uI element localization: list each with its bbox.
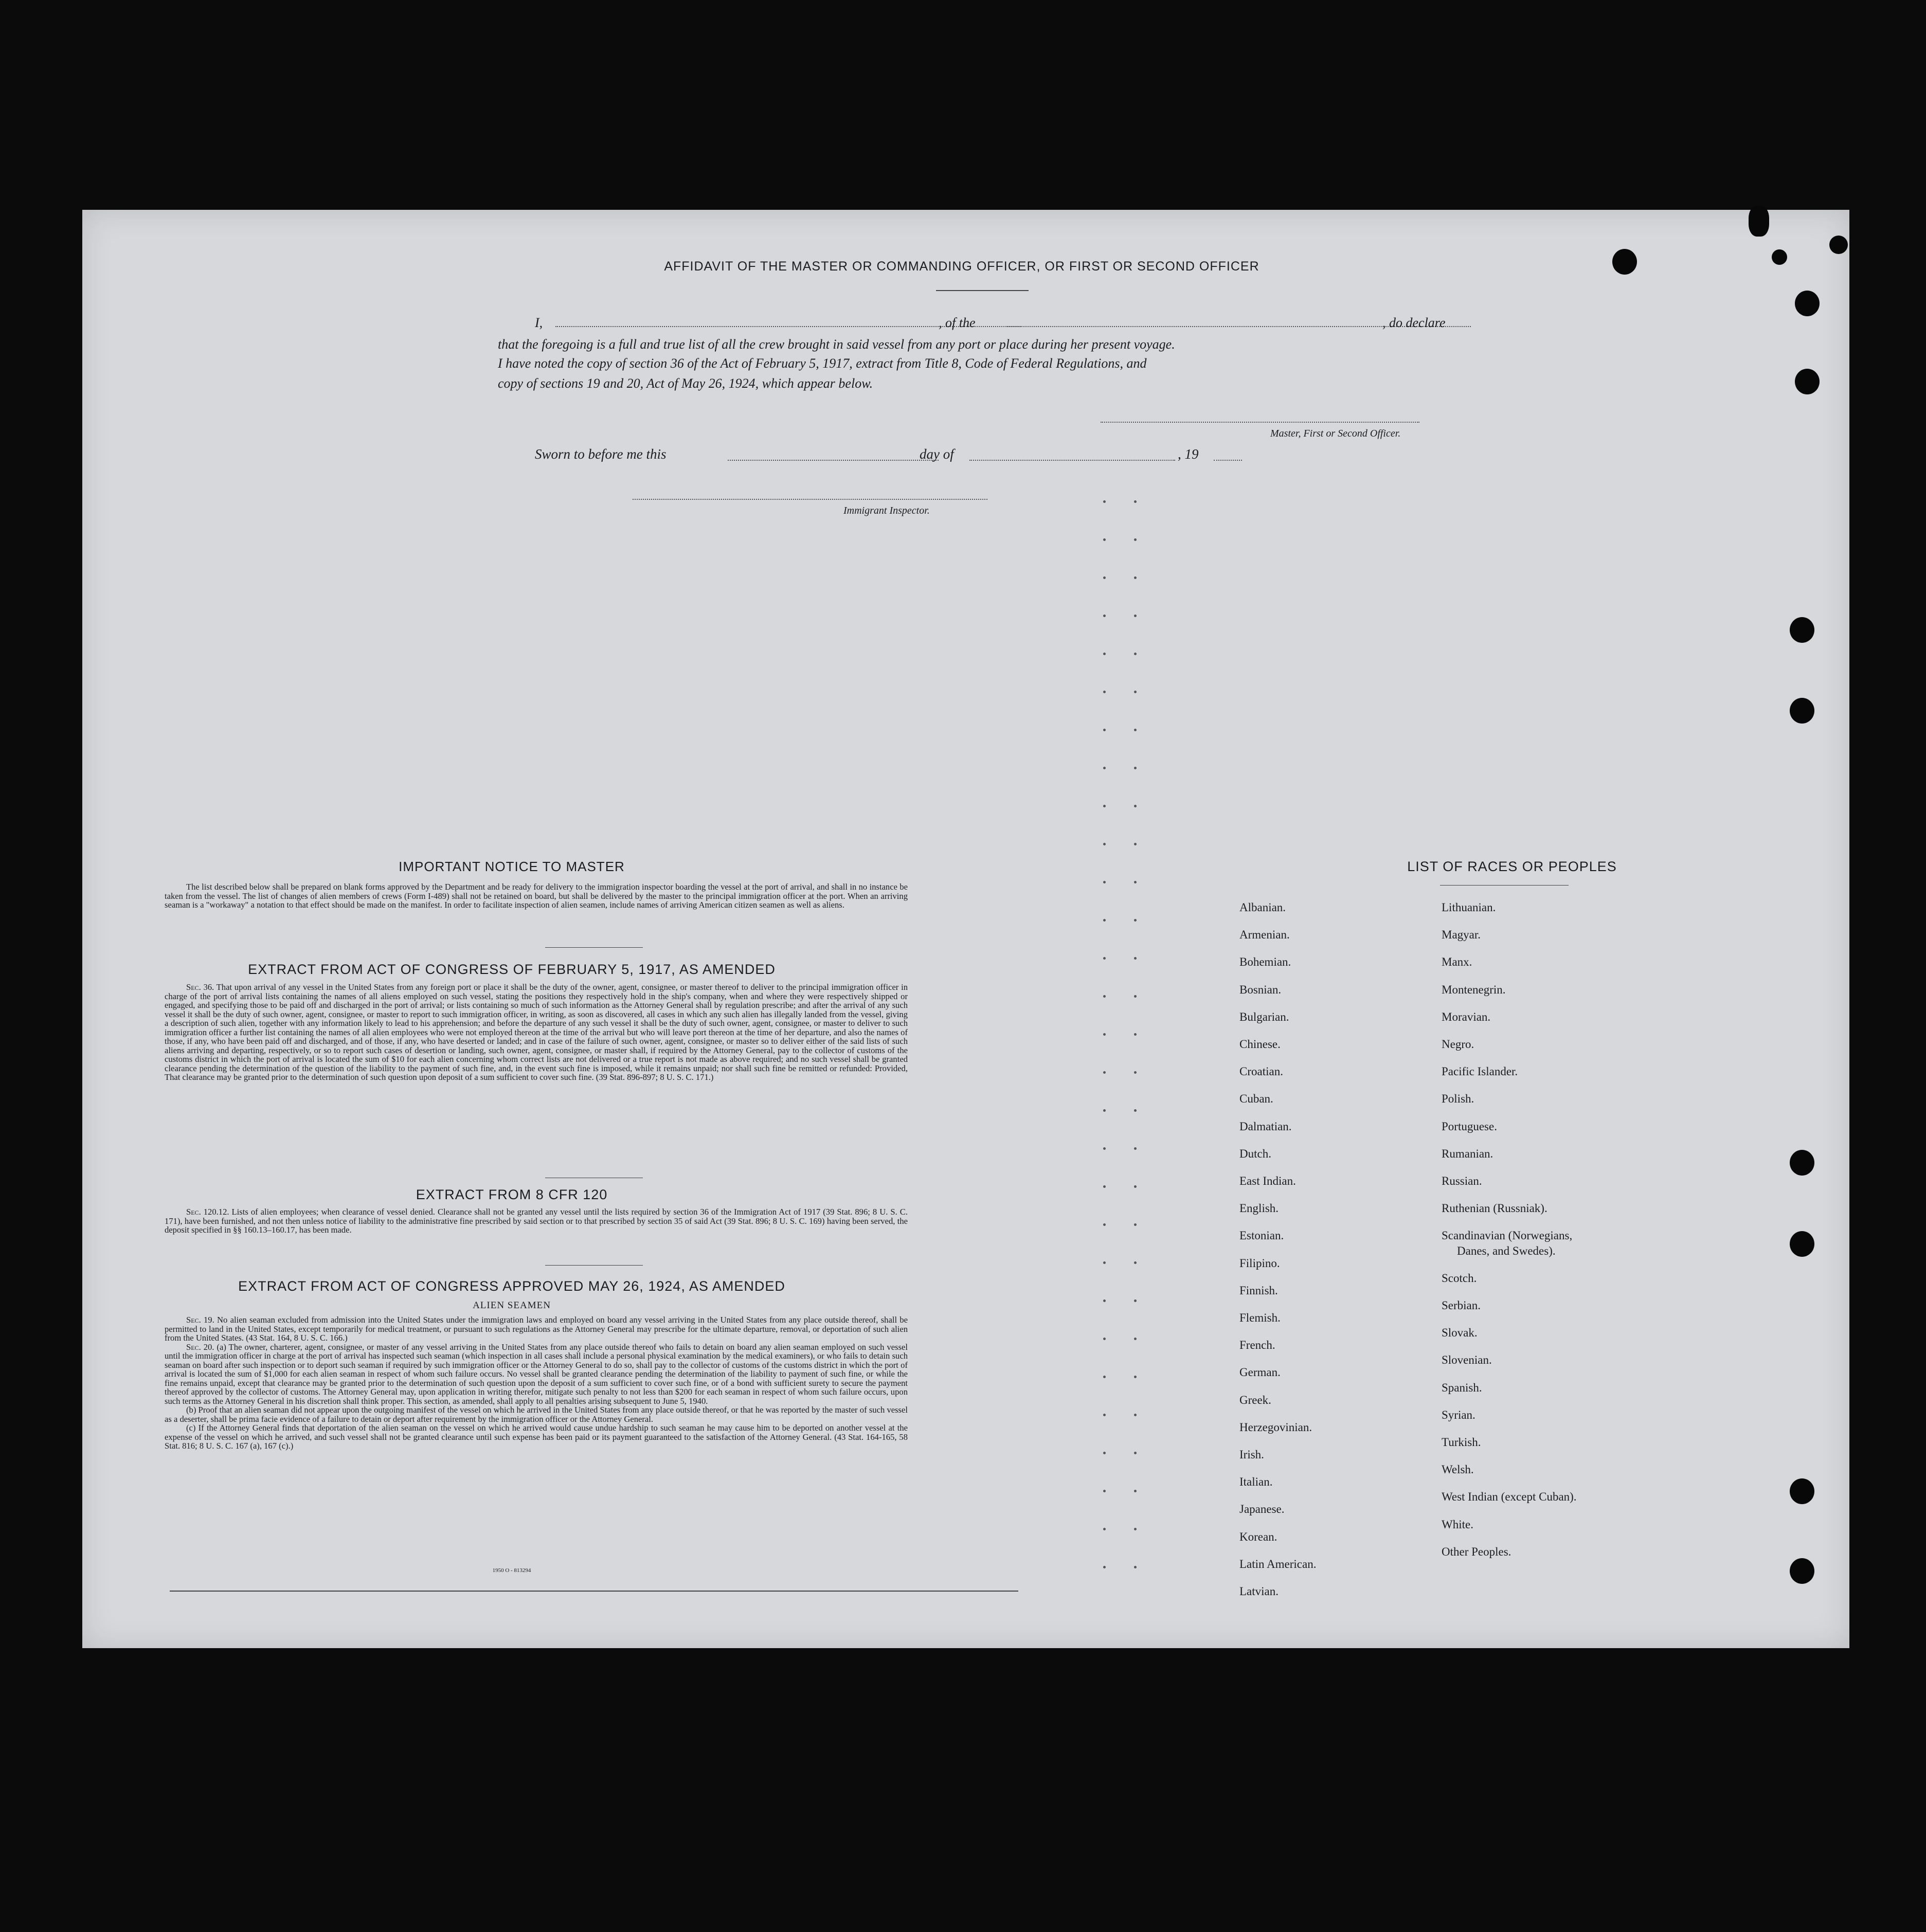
guide-dot [1134, 1223, 1137, 1226]
guide-dot [1103, 1223, 1106, 1226]
guide-dot [1134, 1490, 1137, 1492]
guide-dot [1134, 1261, 1137, 1264]
guide-dot [1103, 500, 1106, 503]
race-item: Welsh. [1442, 1463, 1474, 1476]
guide-dot [1103, 1071, 1106, 1074]
affidavit-line3: I have noted the copy of section 36 of the Act of February 5, 1917, extract from Title 8, Code of Federal Regulations, and [498, 356, 1147, 371]
guide-dot [1134, 957, 1137, 960]
guide-dot [1134, 805, 1137, 807]
guide-dot [1134, 1414, 1137, 1416]
guide-dot [1134, 1033, 1137, 1036]
race-item: Ruthenian (Russniak). [1442, 1202, 1547, 1215]
race-item: Korean. [1239, 1530, 1277, 1543]
race-item: Chinese. [1239, 1038, 1281, 1051]
binder-hole [1790, 1150, 1814, 1176]
guide-dot [1134, 538, 1137, 541]
guide-dot [1103, 1338, 1106, 1340]
binder-hole [1795, 291, 1820, 316]
race-item: Rumanian. [1442, 1147, 1493, 1160]
guide-dot [1103, 881, 1106, 883]
race-item: Syrian. [1442, 1408, 1475, 1421]
race-item: Finnish. [1239, 1284, 1278, 1297]
race-item: Herzegovinian. [1239, 1420, 1312, 1434]
race-item: East Indian. [1239, 1175, 1296, 1187]
binder-hole [1790, 698, 1814, 724]
guide-dot [1134, 1376, 1137, 1378]
guide-dot [1134, 653, 1137, 655]
race-item: Other Peoples. [1442, 1545, 1511, 1558]
sec-36-label: Sec. 36. [186, 982, 214, 992]
inspector-signature-field[interactable] [633, 499, 987, 500]
race-item: Dutch. [1239, 1147, 1271, 1160]
guide-dot [1103, 1299, 1106, 1302]
race-item: Scandinavian (Norwegians, [1442, 1229, 1573, 1242]
guide-dot [1103, 1185, 1106, 1188]
race-item: Spanish. [1442, 1381, 1482, 1394]
guide-dot [1103, 1376, 1106, 1378]
sec-120-label: Sec. 120.12. [186, 1207, 229, 1217]
guide-dot [1103, 1147, 1106, 1150]
sec-20a-body: (a) The owner, charterer, agent, consignee, or master of any vessel arriving in the United States from any place outside thereof who fails to detain on board any alien seaman employed on such vessel until the immigration officer in charge at the port of arrival has inspected such seaman (which inspection in all cases shall include a personal physical examination by the medical examiners), or who fails to detain such seaman on board after such inspection or to deport such seaman if required by such immigration officer or the Attorney General to do so, shall pay to the collector of customs of the customs district in which the port of arrival is located the sum of $1,000 for each alien seaman in respect of whom such failure occurs. No vessel shall be granted clearance pending the determination of the liability to payment of such fine, or while the fine remains unpaid, except that clearance may be granted prior to the determination of such question upon the deposit of a sum sufficient to cover such fine, or of a bond with sufficient surety to secure the payment thereof approved by the collector of customs. The Attorney General may, upon application in writing therefor, mitigate such penalty to not less than $200 for each seaman in respect of whom such failure occurs, upon such terms as the Attorney General in his discretion shall think proper. This section, as amended, shall apply to all penalties arising subsequent to June 5, 1940. [165, 1342, 908, 1406]
master-signature-field[interactable] [1101, 422, 1419, 423]
guide-dot [1103, 957, 1106, 960]
sworn-label: Sworn to before me this [535, 446, 667, 462]
notice-text [165, 882, 908, 910]
race-item: Slovenian. [1442, 1353, 1492, 1367]
guide-dot [1103, 1414, 1106, 1416]
guide-dot [1103, 767, 1106, 769]
guide-dot [1134, 615, 1137, 617]
race-item: Pacific Islander. [1442, 1065, 1518, 1078]
guide-dot [1134, 1109, 1137, 1112]
guide-dot [1134, 1071, 1137, 1074]
binder-hole [1795, 369, 1820, 394]
race-item: Dalmatian. [1239, 1120, 1292, 1133]
sec-20-label: Sec. 20. [186, 1342, 214, 1352]
notice-title: IMPORTANT NOTICE TO MASTER [399, 859, 625, 874]
races-title: LIST OF RACES OR PEOPLES [1407, 859, 1617, 874]
race-item: Manx. [1442, 955, 1472, 969]
race-item: Serbian. [1442, 1299, 1481, 1312]
race-item: Russian. [1442, 1175, 1482, 1187]
guide-dot [1103, 653, 1106, 655]
guide-dot [1103, 1261, 1106, 1264]
binder-hole [1749, 206, 1769, 237]
sworn-day-label: day of [920, 446, 954, 462]
binder-hole [1790, 1231, 1814, 1257]
guide-dot [1134, 1147, 1137, 1150]
race-item: German. [1239, 1366, 1281, 1379]
guide-dot [1103, 843, 1106, 845]
affidavit-line1-start: I, [535, 315, 543, 330]
inspector-signature-label: Immigrant Inspector. [843, 505, 930, 516]
guide-dot [1103, 615, 1106, 617]
guide-dot [1103, 1566, 1106, 1568]
sec-120-body: Lists of alien employees; when clearance of vessel denied. Clearance shall not be granted any vessel until the lists required by section 36 of the Immigration Act of 1917 (39 Stat. 896; 8 U. S. C. 171), have been furnished, and not then unless notice of liability to the administrative fine prescribed by said section or to that prescribed by section 35 of said Act (39 Stat. 896; 8 U. S. C. 169) having been served, the deposit specified in §§ 160.13–160.17, has been made. [165, 1207, 908, 1235]
race-item: Flemish. [1239, 1311, 1281, 1324]
sworn-year-label: , 19 [1178, 446, 1199, 462]
notice-paragraph: The list described below shall be prepared on blank forms approved by the Department and be ready for delivery to the immigration inspector boarding the vessel at the port of arrival, and shall in no instance be taken from the vessel. The list of changes of alien members of crews (Form I-489) shall not be retained on board, but shall be delivered by the master to the principal immigration officer at the port. When an arriving seaman is a "workaway" a notation to that effect should be made on the manifest. In order to facilitate inspection of alien seamen, include names of arriving American citizen seamen as well as aliens. [165, 882, 908, 910]
sec-19-label: Sec. 19. [186, 1315, 214, 1325]
guide-dot [1134, 843, 1137, 845]
race-item: Estonian. [1239, 1229, 1284, 1242]
race-item: West Indian (except Cuban). [1442, 1490, 1577, 1504]
binder-hole [1829, 236, 1848, 254]
guide-dot [1103, 729, 1106, 731]
race-item: Greek. [1239, 1393, 1271, 1406]
race-item: Portuguese. [1442, 1120, 1497, 1133]
race-item: English. [1239, 1202, 1279, 1215]
binder-hole [1790, 1558, 1814, 1584]
guide-dot [1103, 1490, 1106, 1492]
sworn-month-field[interactable] [969, 460, 1175, 461]
guide-dot [1134, 919, 1137, 922]
guide-dot [1103, 1109, 1106, 1112]
race-item: Latvian. [1239, 1585, 1279, 1598]
sec-20b-body: (b) Proof that an alien seaman did not appear upon the outgoing manifest of the vessel on which he arrived in the United States from any place outside thereof, or that he was reported by the master of such vessel as a deserter, shall be prima facie evidence of a failure to detain or deport after requirement by the immigration officer or the Attorney General. [165, 1405, 908, 1424]
binder-hole [1790, 1478, 1814, 1504]
print-code: 1950 O - 813294 [492, 1567, 531, 1574]
document-page [82, 210, 1849, 1648]
guide-dot [1103, 805, 1106, 807]
race-item: Montenegrin. [1442, 983, 1506, 996]
bottom-rule [170, 1591, 1018, 1592]
extract-cfr-text [165, 1207, 908, 1235]
race-item: Albanian. [1239, 901, 1286, 914]
guide-dot [1134, 729, 1137, 731]
affidavit-line4: copy of sections 19 and 20, Act of May 26, 1924, which appear below. [498, 376, 873, 391]
sworn-day-field[interactable] [728, 460, 939, 461]
guide-dot [1134, 1452, 1137, 1454]
guide-dot [1103, 691, 1106, 693]
race-item: Cuban. [1239, 1092, 1273, 1106]
guide-dot [1103, 1452, 1106, 1454]
notice-divider [545, 947, 643, 948]
sworn-year-field[interactable] [1214, 460, 1242, 461]
race-item: Bulgarian. [1239, 1010, 1289, 1023]
race-item: Danes, and Swedes). [1457, 1244, 1556, 1257]
race-item: Latin American. [1239, 1557, 1317, 1570]
alien-seamen-subtitle: ALIEN SEAMEN [473, 1300, 551, 1311]
extract-1924-title: EXTRACT FROM ACT OF CONGRESS APPROVED MAY 26, 1924, AS AMENDED [238, 1278, 785, 1294]
guide-dot [1103, 919, 1106, 922]
guide-dot [1103, 538, 1106, 541]
binder-hole [1790, 617, 1814, 643]
affidavit-line1-mid: , of the [939, 315, 976, 330]
extract-cfr-title: EXTRACT FROM 8 CFR 120 [416, 1187, 608, 1202]
guide-dot [1103, 1528, 1106, 1530]
extract-1917-title: EXTRACT FROM ACT OF CONGRESS OF FEBRUARY 5, 1917, AS AMENDED [248, 962, 776, 977]
affidavit-title: AFFIDAVIT OF THE MASTER OR COMMANDING OFFICER, OR FIRST OR SECOND OFFICER [664, 259, 1259, 274]
race-item: Lithuanian. [1442, 901, 1496, 914]
binder-hole [1612, 249, 1637, 275]
guide-dot [1134, 995, 1137, 998]
race-item: White. [1442, 1518, 1473, 1531]
guide-dot [1134, 1299, 1137, 1302]
guide-dot [1134, 1338, 1137, 1340]
title-divider [936, 290, 1029, 291]
sec-19-body: No alien seaman excluded from admission into the United States under the immigration laws and employed on board any vessel arriving in the United States from any place outside thereof, shall be permitted to land in the United States, except temporarily for medical treatment, or pursuant to such regulations as the Attorney General may prescribe for the ultimate departure, removal, or deportation of such alien from the United States. (43 Stat. 164, 8 U. S. C. 166.) [165, 1315, 908, 1343]
affidavit-line1-end: , do declare [1382, 315, 1446, 330]
binder-hole [1772, 249, 1787, 265]
extract-1924-text [165, 1315, 908, 1451]
sec-36-body: That upon arrival of any vessel in the United States from any foreign port or place it shall be the duty of the owner, agent, consignee, or master thereof to deliver to the principal immigration officer in charge of the port of arrival lists containing the names of all aliens employed on such vessel, stating the positions they respectively hold in the ship's company, when and where they were respectively shipped or engaged, and specifying those to be paid off and discharged in the port of arrival; or lists containing so much of such information as the Attorney General shall by regulation prescribe; and after the arrival of any such vessel it shall be the duty of such owner, agent, consignee, or master to report to such immigration officer, in writing, as soon as discovered, all cases in which any such alien has illegally landed from the vessel, giving a description of such alien, together with any information likely to lead to his apprehension; and before the departure of any such vessel it shall be the duty of such owner, agent, consignee, or master to deliver to such immigration officer a further list containing the names of all alien employees who were not employed thereon at the time of the arrival but who will leave port thereon at the time of her departure, and also the names of those, if any, who have been paid off and discharged, and of those, if any, who have deserted or landed; and in case of the failure of such owner, agent, consignee, or master so to deliver either of the said lists of such aliens arriving and departing, respectively, or so to report such cases of desertion or landing, such owner, agent, consignee, or master shall, if required by the Attorney General, pay to the collector of customs of the customs district in which the port of arrival is located the sum of $10 for each alien concerning whom correct lists are not delivered or a true report is not made as above required; and no such vessel shall be granted clearance pending the determination of the question of the liability to the payment of such fine, and, in the event such fine is imposed, while it remains unpaid; nor shall such fine be remitted or refunded: Provided, That clearance may be granted prior to the determination of such question upon deposit of a sum sufficient to cover such fine. (39 Stat. 896-897; 8 U. S. C. 171.) [165, 982, 908, 1082]
guide-dot [1103, 1033, 1106, 1036]
races-divider [1440, 885, 1569, 886]
race-item: French. [1239, 1339, 1275, 1352]
affidavit-line2: that the foregoing is a full and true list of all the crew brought in said vessel from any port or place during her present voyage. [498, 337, 1175, 352]
master-signature-label: Master, First or Second Officer. [1270, 428, 1401, 439]
race-item: Slovak. [1442, 1326, 1478, 1340]
guide-dot [1134, 691, 1137, 693]
guide-dot [1134, 576, 1137, 579]
race-item: Bohemian. [1239, 955, 1291, 969]
race-item: Magyar. [1442, 928, 1481, 942]
race-item: Turkish. [1442, 1436, 1481, 1449]
race-item: Bosnian. [1239, 983, 1282, 996]
guide-dot [1134, 1566, 1137, 1568]
race-item: Polish. [1442, 1092, 1474, 1106]
race-item: Filipino. [1239, 1256, 1280, 1270]
guide-dot [1134, 881, 1137, 883]
extract-cfr-divider [545, 1265, 643, 1266]
guide-dot [1134, 767, 1137, 769]
race-item: Negro. [1442, 1038, 1474, 1051]
race-item: Scotch. [1442, 1271, 1477, 1285]
guide-dot [1103, 576, 1106, 579]
race-item: Armenian. [1239, 928, 1290, 942]
guide-dot [1134, 500, 1137, 503]
guide-dot [1134, 1528, 1137, 1530]
extract-1917-text [165, 983, 908, 1082]
guide-dot [1134, 1185, 1137, 1188]
sec-20c-body: (c) If the Attorney General finds that deportation of the alien seaman on the vessel on which he arrived would cause undue hardship to such seaman he may cause him to be deported on another vessel at the expense of the vessel on which he arrived, and such vessel shall not be granted clearance until such expense has been paid or its payment guaranteed to the satisfaction of the Attorney General. (43 Stat. 164-165, 58 Stat. 816; 8 U. S. C. 167 (a), 167 (c).) [165, 1423, 908, 1451]
race-item: Irish. [1239, 1448, 1264, 1461]
guide-dot [1103, 995, 1106, 998]
race-item: Japanese. [1239, 1503, 1285, 1516]
race-item: Italian. [1239, 1475, 1273, 1489]
race-item: Moravian. [1442, 1010, 1491, 1023]
race-item: Croatian. [1239, 1065, 1283, 1078]
